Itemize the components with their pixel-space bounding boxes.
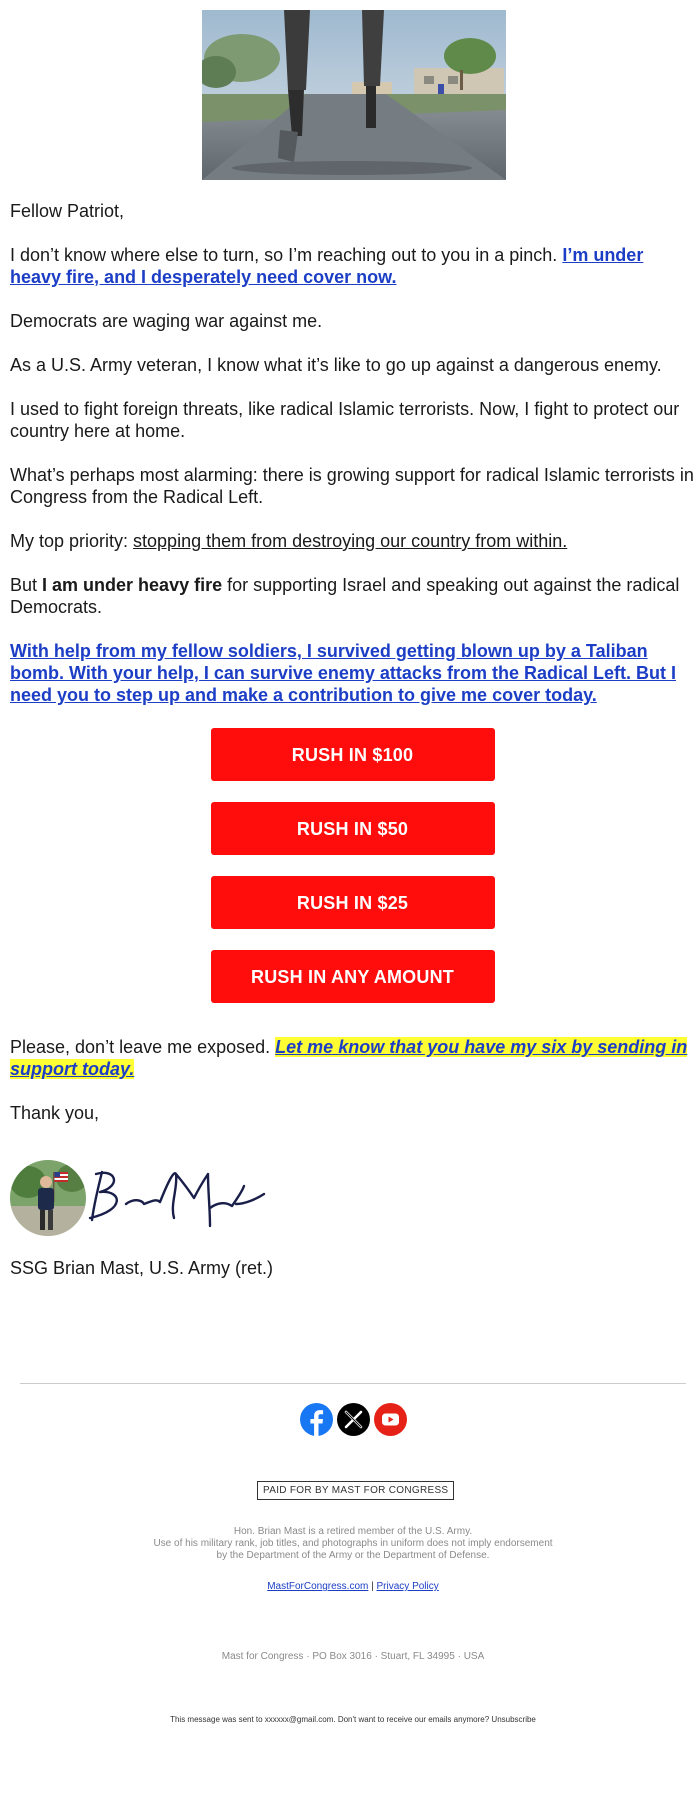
x-icon[interactable]	[337, 1403, 370, 1436]
under-fire-link[interactable]: I’m under heavy fire, and I desperately need cover now.	[10, 245, 644, 287]
paragraph-democrats: Democrats are waging war against me.	[10, 311, 323, 331]
rush-100-button[interactable]: RUSH IN $100	[211, 728, 495, 781]
paragraph-alarming: What’s perhaps most alarming: there is growing support for radical Islamic terrorists in Congress from the Radical Left.	[10, 465, 694, 507]
footer-divider	[20, 1383, 686, 1384]
facebook-icon[interactable]	[300, 1403, 333, 1436]
rush-50-button[interactable]: RUSH IN $50	[211, 802, 495, 855]
disclaimer-line-2: Use of his military rank, job titles, and photographs in uniform does not imply endorsement	[153, 1538, 553, 1549]
youtube-icon[interactable]	[374, 1403, 407, 1436]
avatar	[10, 1160, 86, 1236]
heavy-fire-pre: But	[10, 575, 43, 595]
website-link[interactable]: MastForCongress.com	[267, 1581, 369, 1592]
closing-text: Please, don’t leave me exposed.	[10, 1037, 276, 1057]
priority-underlined: stopping them from destroying our country from within.	[133, 531, 568, 551]
mailing-address: Mast for Congress · PO Box 3016 · Stuart, FL 34995 · USA	[221, 1651, 485, 1662]
paragraph-heavy-fire	[10, 574, 695, 618]
greeting: Fellow Patriot,	[10, 201, 125, 221]
disclaimer-line-3: by the Department of the Army or the Department of Defense.	[216, 1550, 490, 1561]
rush-25-button[interactable]: RUSH IN $25	[211, 876, 495, 929]
hero-image	[202, 10, 506, 180]
paragraph-closing	[10, 1036, 695, 1080]
intro-text: I don’t know where else to turn, so I’m reaching out to you in a pinch.	[10, 245, 563, 265]
sent-notice: This message was sent to xxxxxx@gmail.com. Don't want to receive our emails anymore? Unsubscribe	[170, 1715, 536, 1724]
privacy-policy-link[interactable]: Privacy Policy	[376, 1581, 439, 1592]
signer-name: SSG Brian Mast, U.S. Army (ret.)	[10, 1258, 274, 1278]
contribution-link[interactable]: With help from my fellow soldiers, I survived getting blown up by a Taliban bomb. With your help, I can survive enemy attacks from the Radical Left. But I need you to step up and make a contribution to give me cover today.	[10, 641, 676, 705]
rush-any-amount-button[interactable]: RUSH IN ANY AMOUNT	[211, 950, 495, 1003]
paragraph-priority	[10, 530, 695, 552]
paragraph-veteran: As a U.S. Army veteran, I know what it’s like to go up against a dangerous enemy.	[10, 355, 662, 375]
link-separator: |	[368, 1581, 377, 1592]
disclaimer-line-1: Hon. Brian Mast is a retired member of the U.S. Army.	[233, 1526, 473, 1537]
email-body	[10, 200, 695, 1146]
handwritten-signature	[86, 1162, 266, 1232]
donation-buttons	[10, 728, 695, 1024]
heavy-fire-bold: I am under heavy fire	[42, 575, 223, 595]
footer-links	[100, 1581, 606, 1592]
paragraph-contribution	[10, 640, 695, 706]
support-today-link[interactable]: Let me know that you have my six by sending in support today.	[10, 1037, 688, 1079]
paragraph-intro	[10, 244, 695, 288]
signature-block	[10, 1160, 270, 1240]
priority-lead: My top priority:	[10, 531, 134, 551]
disclaimer	[100, 1526, 606, 1562]
paid-for-box: PAID FOR BY MAST FOR CONGRESS	[257, 1481, 454, 1500]
social-icons	[300, 1403, 407, 1436]
thanks: Thank you,	[10, 1103, 100, 1123]
paragraph-threats: I used to fight foreign threats, like radical Islamic terrorists. Now, I fight to protect our country here at home.	[10, 399, 680, 441]
heavy-fire-post: for supporting Israel and speaking out against the radical Democrats.	[10, 575, 680, 617]
